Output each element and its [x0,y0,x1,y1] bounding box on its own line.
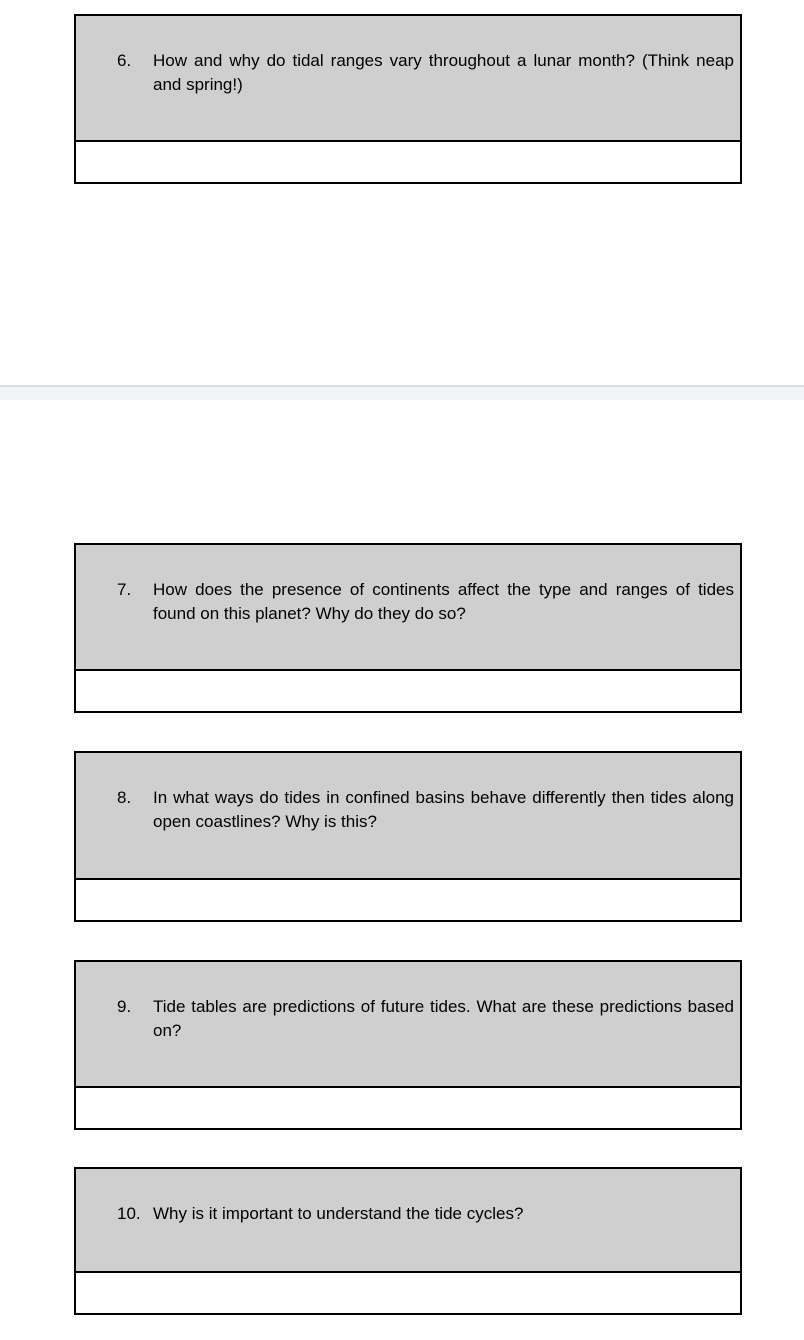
question-9-number: 9. [117,997,132,1016]
question-6-table [74,14,742,184]
question-8-number: 8. [117,788,132,807]
question-7-table [74,543,742,713]
question-6-prompt-cell [76,16,740,142]
page-break [0,385,804,400]
document-page-2 [0,400,804,1340]
question-8-text: In what ways do tides in confined basins behave differently then tides along open coastlines? Why is this? [153,788,734,831]
question-7-prompt-cell [76,545,740,671]
question-10-prompt-cell [76,1169,740,1273]
question-6-number: 6. [117,51,132,70]
question-7-answer-cell[interactable] [76,671,740,711]
question-9-prompt-cell [76,962,740,1088]
question-9-table [74,960,742,1130]
question-10-number: 10. [117,1204,141,1223]
question-6-text: How and why do tidal ranges vary throughout a lunar month? (Think neap and spring!) [153,51,734,94]
question-10-table [74,1167,742,1315]
question-8-answer-cell[interactable] [76,880,740,920]
question-8-prompt-cell [76,753,740,880]
question-10-answer-cell[interactable] [76,1273,740,1313]
document-page-1 [0,0,804,385]
question-8-table [74,751,742,922]
question-9-text: Tide tables are predictions of future tides. What are these predictions based on? [153,997,734,1040]
question-6-answer-cell[interactable] [76,142,740,182]
question-9-answer-cell[interactable] [76,1088,740,1128]
question-10-text: Why is it important to understand the tide cycles? [153,1204,524,1223]
question-7-number: 7. [117,580,132,599]
question-7-text: How does the presence of continents affect the type and ranges of tides found on this planet? Why do they do so? [153,580,734,623]
